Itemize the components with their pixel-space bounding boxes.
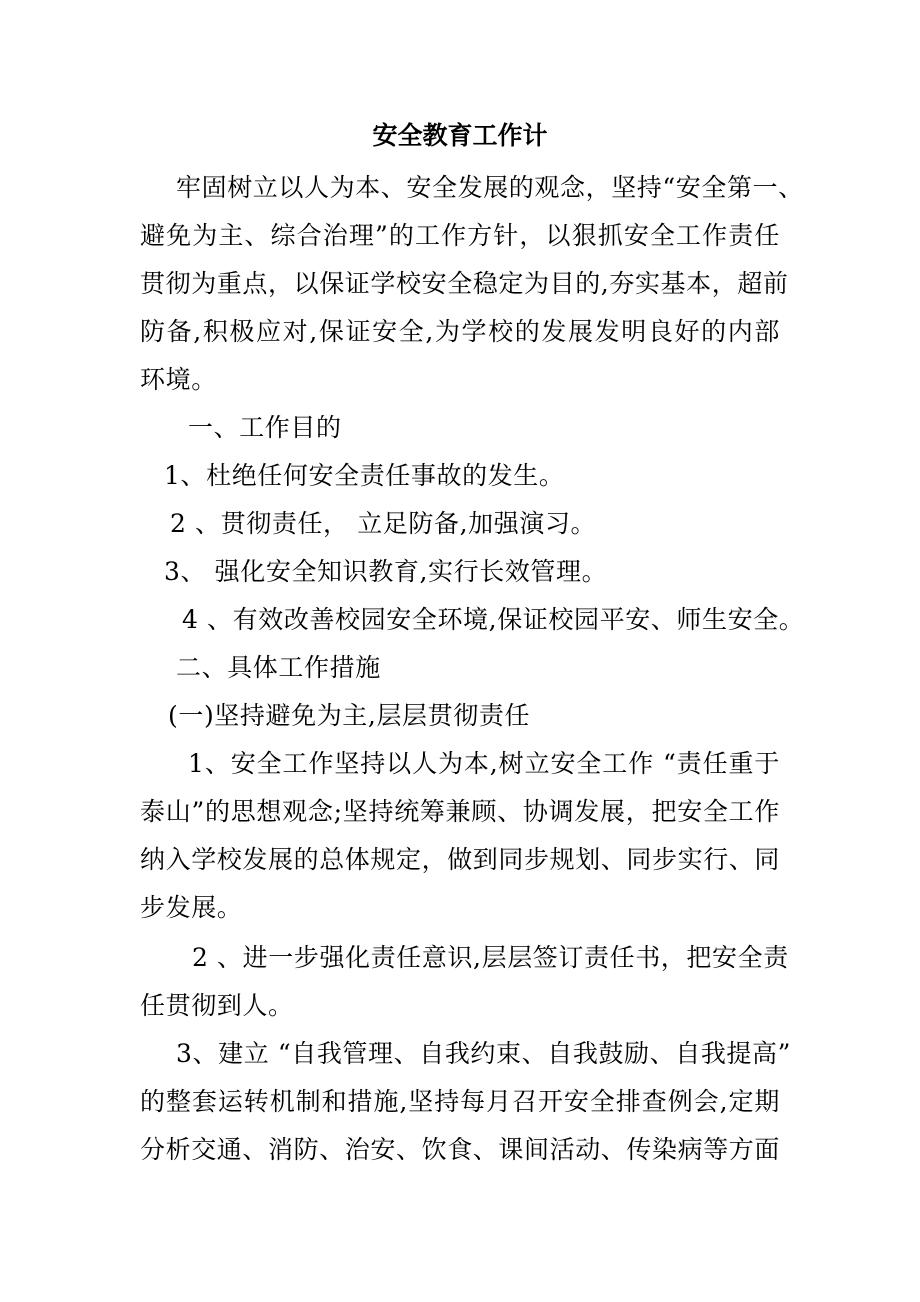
section2-para1-line-1: 1、安全工作坚持以人为本,树立安全工作 “责任重于 (188, 749, 780, 778)
section2-para3-line-1: 3、建立 “自我管理、自我约束、自我鼓励、自我提高” (176, 1039, 792, 1068)
section2-para1-line-2: 泰山”的思想观念;坚持统筹兼顾、协调发展，把安全工作 (140, 797, 780, 826)
section2-para3-line-2: 的整套运转机制和措施,坚持每月召开安全排查例会,定期 (140, 1087, 780, 1116)
section1-heading: 一、工作目的 (188, 413, 342, 442)
section1-item-4: 4 、有效改善校园安全环境,保证校园平安、师生安全。 (182, 605, 805, 634)
intro-line-5: 环境。 (140, 365, 217, 394)
section2-para2-line-1: 2 、进一步强化责任意识,层层签订责任书，把安全责 (192, 943, 789, 972)
section2-heading: 二、具体工作措施 (176, 653, 381, 682)
section2-para1-line-3: 纳入学校发展的总体规定，做到同步规划、同步实行、同 (140, 845, 781, 874)
intro-line-3: 贯彻为重点，以保证学校安全稳定为目的,夯实基本，超前 (140, 269, 789, 298)
section1-item-2: 2 、贯彻责任， 立足防备,加强演习。 (170, 509, 597, 538)
intro-line-1: 牢固树立以人为本、安全发展的观念，坚持“安全第一、 (176, 173, 804, 202)
section1-item-1: 1、杜绝任何安全责任事故的发生。 (164, 461, 565, 490)
document-title: 安全教育工作计 (372, 121, 548, 150)
section2-para1-line-4: 步发展。 (140, 893, 243, 922)
section2-para3-line-3: 分析交通、消防、治安、饮食、课间活动、传染病等方面 (140, 1135, 781, 1164)
intro-line-2: 避免为主、综合治理”的工作方针，以狠抓安全工作责任 (140, 221, 780, 250)
intro-line-4: 防备,积极应对,保证安全,为学校的发展发明良好的内部 (140, 317, 780, 346)
section1-item-3: 3、 强化安全知识教育,实行长效管理。 (164, 557, 608, 586)
section2-para2-line-2: 任贯彻到人。 (140, 991, 294, 1020)
section2-subheading: (一)坚持避免为主,层层贯彻责任 (168, 701, 531, 730)
